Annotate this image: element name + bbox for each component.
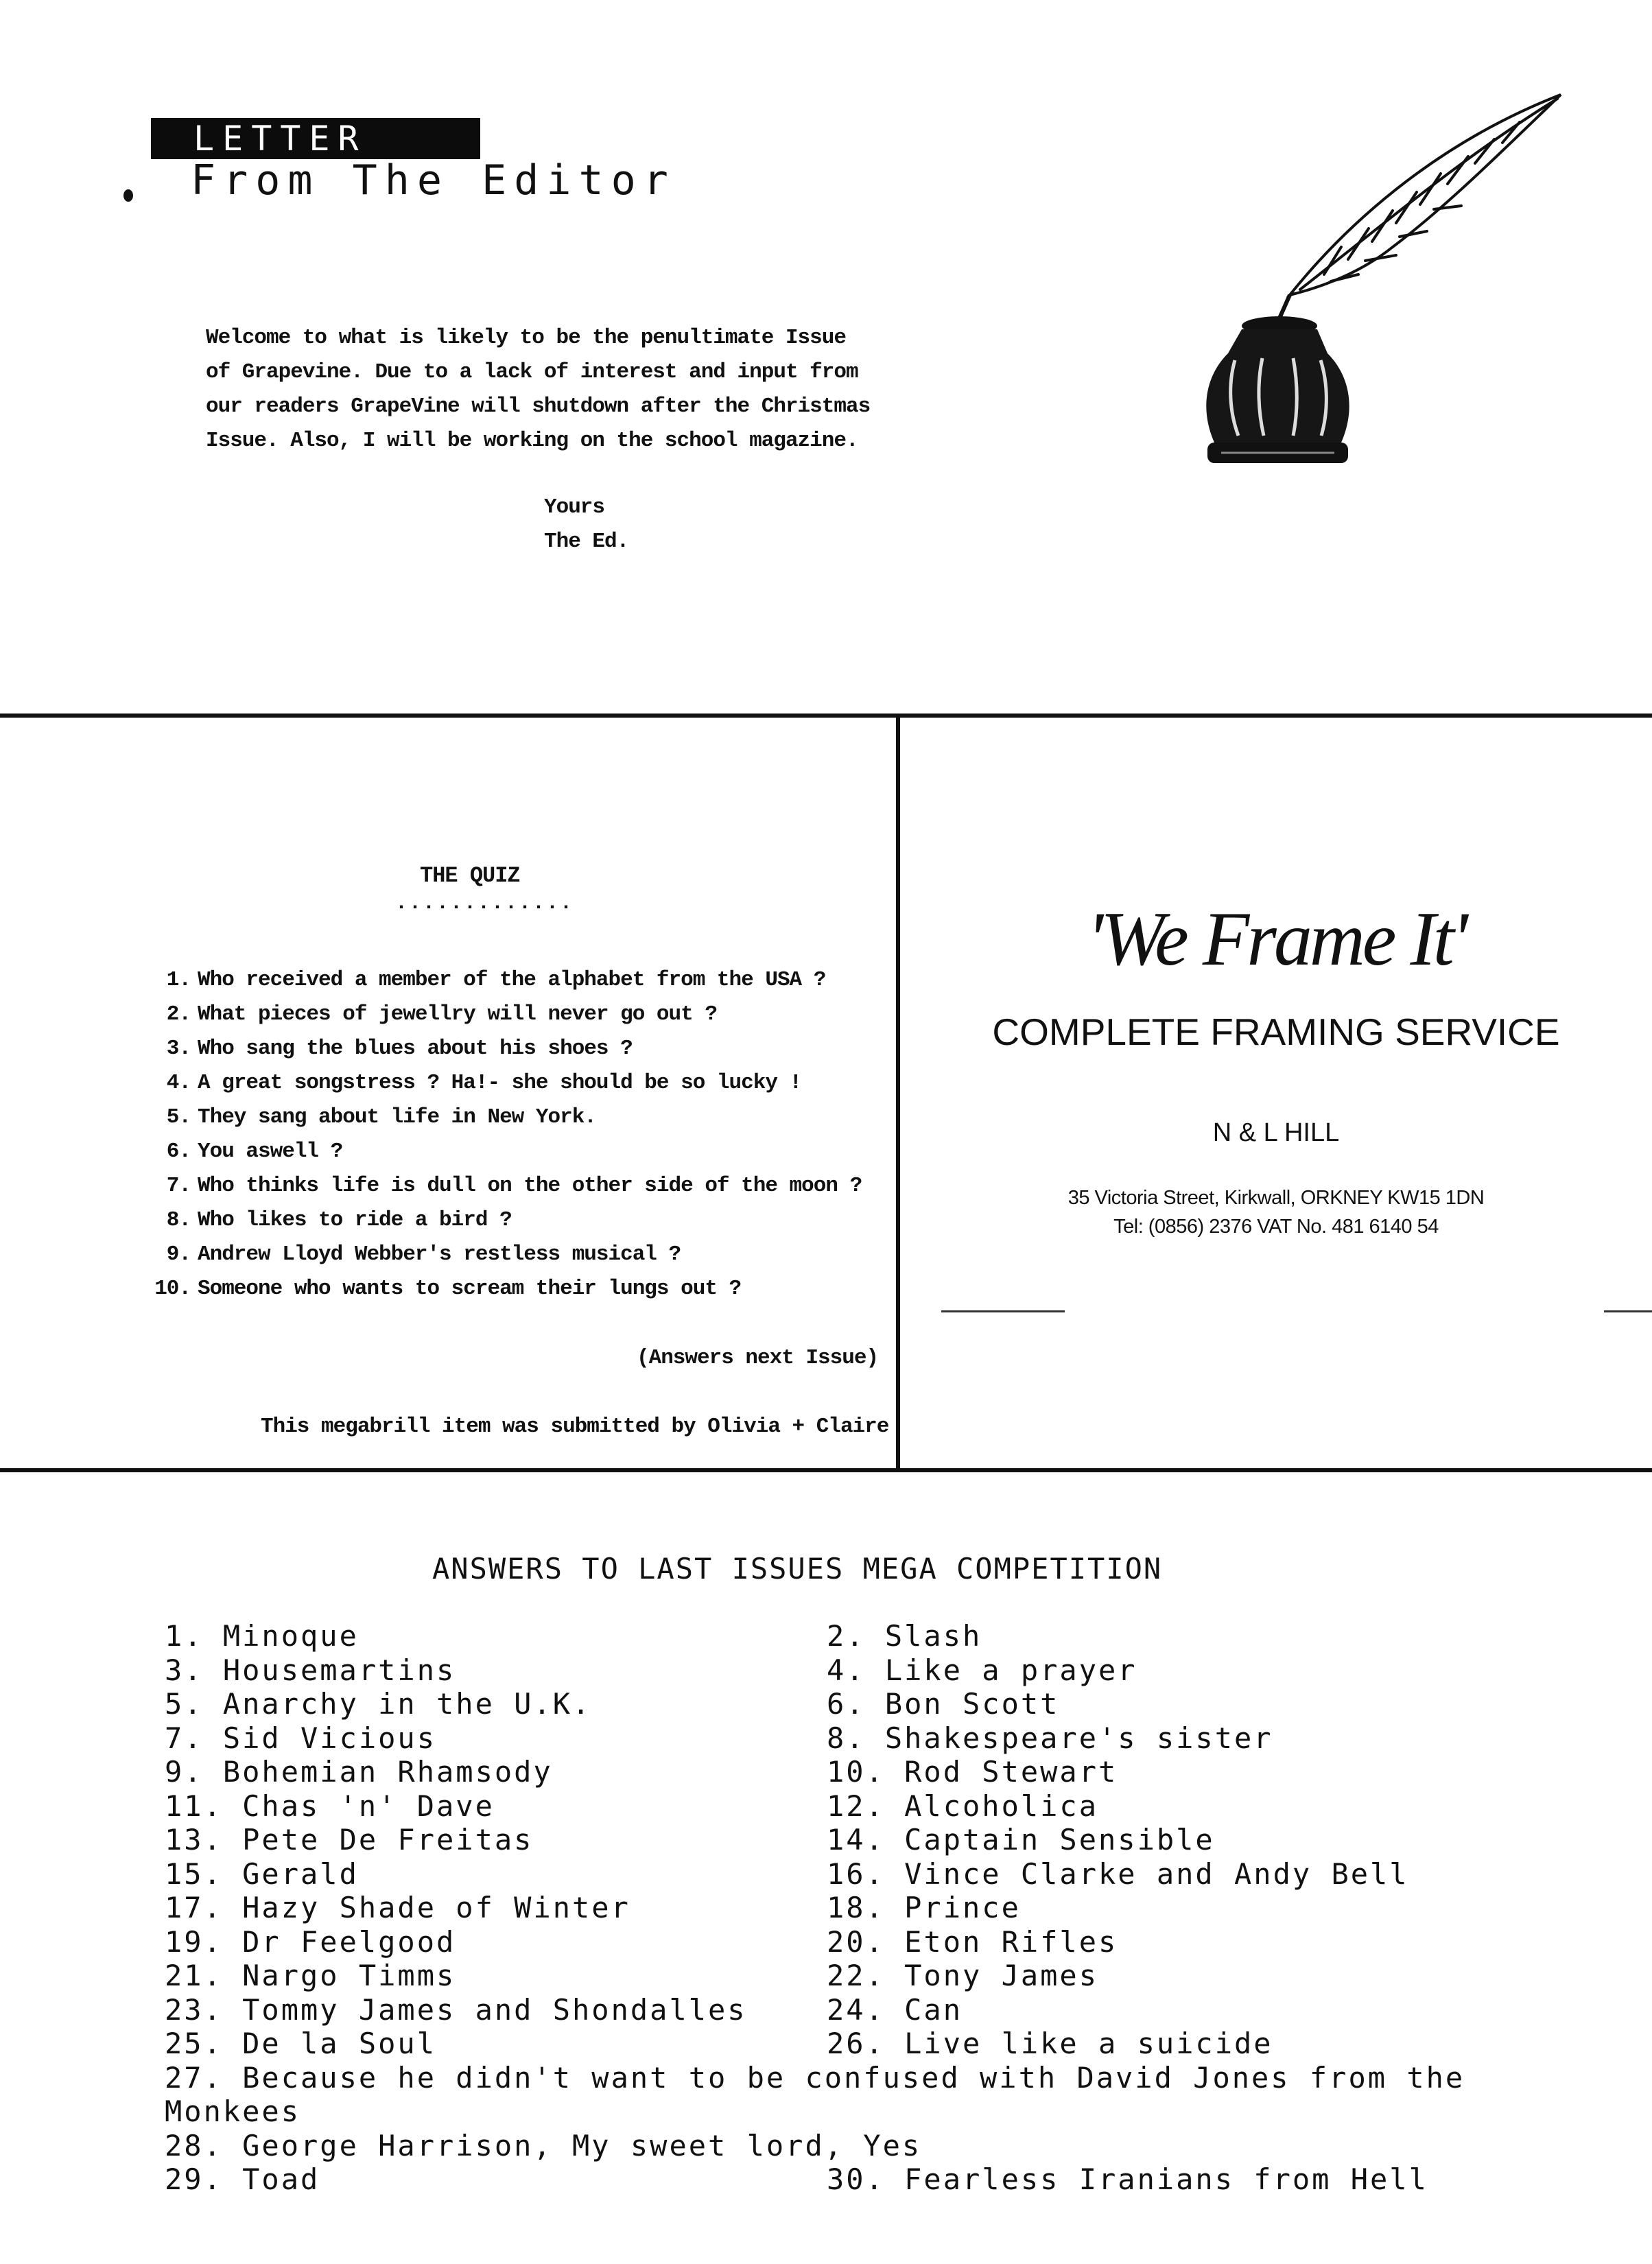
quiz-title: THE QUIZ <box>420 863 520 888</box>
editor-letter-body <box>206 321 878 458</box>
answer-item: 11. Chas 'n' Dave <box>165 1789 495 1823</box>
answer-item-wide: 27. Because he didn't want to be confused with David Jones from the Monkees <box>165 2060 1465 2128</box>
letter-line: our readers GrapeVine will shutdown after the Christmas <box>206 394 871 418</box>
ad-title: 'We Frame It' <box>1087 897 1465 982</box>
signature: The Ed. <box>544 530 629 554</box>
question-number: 8. <box>166 1208 191 1232</box>
question-text: Someone who wants to scream their lungs out ? <box>198 1277 742 1301</box>
question-text: Who thinks life is dull on the other side of the moon ? <box>198 1174 862 1198</box>
quiz-question <box>137 1032 892 1066</box>
answer-item: 21. Nargo Timms <box>165 1959 456 1992</box>
quiz-answers-note: (Answers next Issue) <box>637 1346 879 1370</box>
question-text: You aswell ? <box>198 1140 343 1164</box>
answer-item: 13. Pete De Freitas <box>165 1823 534 1856</box>
quiz-question <box>137 1135 892 1169</box>
question-number: 3. <box>166 1037 191 1061</box>
quiz-question-list <box>137 963 892 1306</box>
question-number: 5. <box>166 1105 191 1129</box>
answer-item: 20. Eton Rifles <box>827 1924 1118 1959</box>
question-text: Andrew Lloyd Webber's restless musical ? <box>198 1242 681 1266</box>
ad-phone: Tel: (0856) 2376 VAT No. 481 6140 54 <box>1113 1216 1439 1238</box>
question-number: 6. <box>166 1140 191 1164</box>
question-number: 7. <box>166 1174 191 1198</box>
answer-item: 6. Bon Scott <box>827 1687 1060 1721</box>
ad-rule <box>941 1310 1065 1312</box>
quiz-question <box>137 1238 892 1272</box>
quiz-question <box>137 963 892 998</box>
quiz-question <box>137 1203 892 1238</box>
quiz-credit: This megabrill item was submitted by Olivia + Claire <box>261 1415 889 1439</box>
letter-line: Issue. Also, I will be working on the school magazine. <box>206 429 858 453</box>
answer-item: 1. Minoque <box>165 1619 359 1653</box>
answer-item: 26. Live like a suicide <box>827 2027 1273 2060</box>
answer-item: 7. Sid Vicious <box>165 1721 437 1755</box>
question-text: Who received a member of the alphabet from the USA ? <box>198 968 826 992</box>
question-text: Who likes to ride a bird ? <box>198 1208 512 1232</box>
quiz-question <box>137 1100 892 1135</box>
answer-item-wide: 28. George Harrison, My sweet lord, Yes <box>165 2128 922 2162</box>
answer-item: 29. Toad <box>165 2162 320 2196</box>
question-number: 1. <box>166 968 191 992</box>
letter-tag: LETTER <box>151 118 480 159</box>
divider-vertical <box>896 718 900 1472</box>
ad-rule <box>1604 1310 1652 1312</box>
answers-heading: ANSWERS TO LAST ISSUES MEGA COMPETITION <box>432 1552 1163 1585</box>
question-text: Who sang the blues about his shoes ? <box>198 1037 633 1061</box>
answer-item: 23. Tommy James and Shondalles <box>165 1992 747 2027</box>
ad-owner: N & L HILL <box>1212 1118 1340 1147</box>
question-text: They sang about life in New York. <box>198 1105 596 1129</box>
answer-item: 9. Bohemian Rhamsody <box>165 1755 553 1789</box>
letter-line: Welcome to what is likely to be the penultimate Issue <box>206 326 846 350</box>
quiz-question <box>137 1169 892 1203</box>
divider-horizontal-bottom <box>0 1468 1652 1472</box>
answer-item: 12. Alcoholica <box>827 1789 1099 1823</box>
answer-item: 24. Can <box>827 1992 963 2027</box>
answer-item: 14. Captain Sensible <box>827 1823 1215 1856</box>
question-number: 10. <box>154 1277 191 1301</box>
answer-item: 30. Fearless Iranians from Hell <box>827 2162 1428 2196</box>
quiz-question <box>137 1066 892 1100</box>
quill-inkpot-icon <box>1187 89 1571 473</box>
quiz-title-underline: ............. <box>395 892 574 915</box>
question-number: 9. <box>166 1242 191 1266</box>
answer-item: 3. Housemartins <box>165 1653 456 1687</box>
answer-item: 8. Shakespeare's sister <box>827 1721 1273 1755</box>
answer-item: 19. Dr Feelgood <box>165 1924 456 1959</box>
ad-address: 35 Victoria Street, Kirkwall, ORKNEY KW15 1DN <box>1067 1187 1485 1209</box>
answer-item: 25. De la Soul <box>165 2027 437 2060</box>
answer-item: 10. Rod Stewart <box>827 1755 1118 1789</box>
answer-item: 2. Slash <box>827 1619 982 1653</box>
answer-item: 17. Hazy Shade of Winter <box>165 1891 630 1924</box>
sign-off: Yours <box>544 495 605 519</box>
letter-line: of Grapevine. Due to a lack of interest and input from <box>206 360 858 384</box>
question-number: 2. <box>166 1002 191 1026</box>
question-text: A great songstress ? Ha!- she should be so lucky ! <box>198 1071 802 1095</box>
answer-item: 16. Vince Clarke and Andy Bell <box>827 1856 1409 1891</box>
answers-list <box>165 1619 1605 2197</box>
quiz-question <box>137 1272 892 1306</box>
divider-horizontal-top <box>0 714 1652 718</box>
answer-item: 15. Gerald <box>165 1856 359 1891</box>
question-text: What pieces of jewellry will never go out ? <box>198 1002 717 1026</box>
ad-service: COMPLETE FRAMING SERVICE <box>992 1011 1560 1053</box>
bullet-mark <box>123 189 133 202</box>
answer-item: 5. Anarchy in the U.K. <box>165 1687 592 1721</box>
answer-item: 18. Prince <box>827 1891 1021 1924</box>
quiz-question <box>137 998 892 1032</box>
answer-item: 4. Like a prayer <box>827 1653 1137 1687</box>
question-number: 4. <box>166 1071 191 1095</box>
answer-item: 22. Tony James <box>827 1959 1099 1992</box>
editor-heading: From The Editor <box>191 156 676 204</box>
